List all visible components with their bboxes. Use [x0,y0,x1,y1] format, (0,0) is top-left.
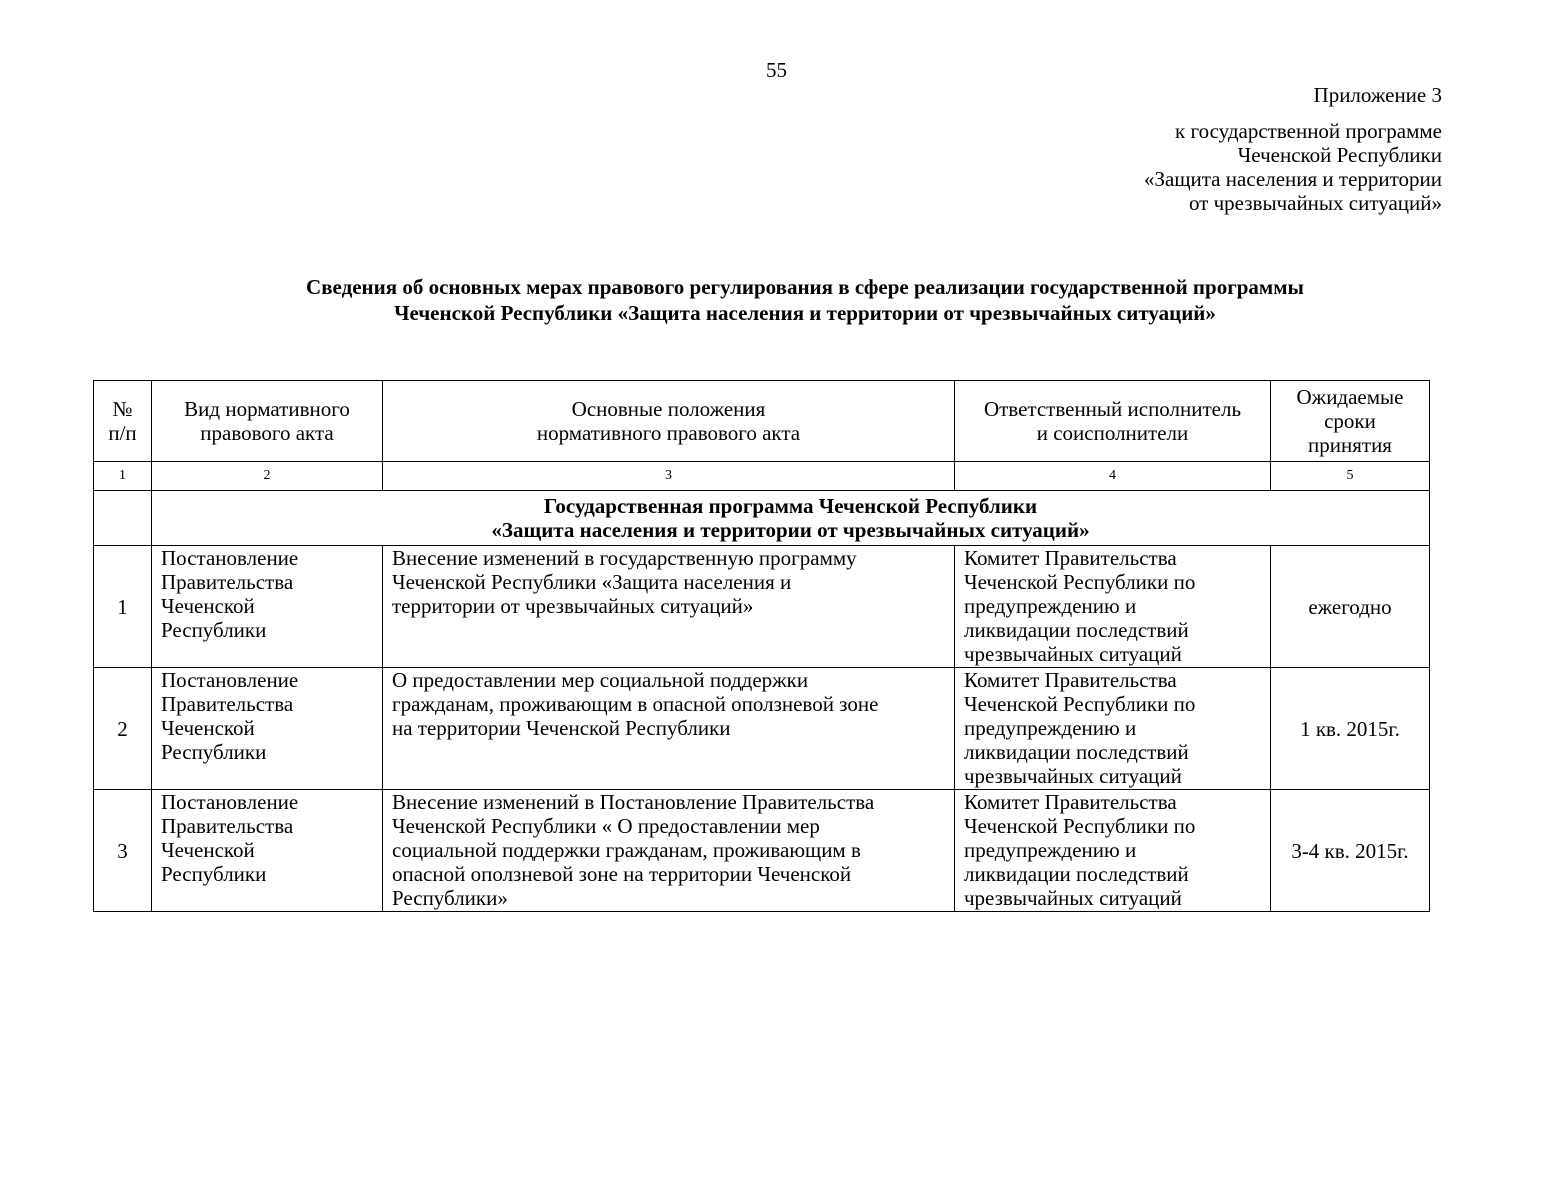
table-row [94,790,1430,912]
row-number: 3 [94,790,152,912]
appendix-ref-line: Чеченской Республики [1237,143,1442,167]
act-type: Постановление Правительства Чеченской Республики [152,546,383,668]
responsible-executor: Комитет Правительства Чеченской Республики по предупреждению и ликвидации последствий чрезвычайных ситуаций [955,668,1271,790]
column-number: 1 [94,462,152,491]
appendix-label: Приложение 3 [1313,83,1442,107]
act-description: Внесение изменений в государственную программу Чеченской Республики «Защита населения и территории от чрезвычайных ситуаций» [383,546,955,668]
section-empty-cell [94,491,152,546]
page-number: 55 [766,58,787,82]
column-number-row [94,462,1430,491]
expected-term: 1 кв. 2015г. [1271,668,1430,790]
appendix-ref-line: «Защита населения и территории [1144,167,1442,191]
table-row [94,668,1430,790]
section-title: Государственная программа Чеченской Республики «Защита населения и территории от чрезвычайных ситуаций» [152,491,1430,546]
expected-term: 3-4 кв. 2015г. [1271,790,1430,912]
column-number: 3 [383,462,955,491]
document-title-line: Чеченской Республики «Защита населения и территории от чрезвычайных ситуаций» [394,301,1216,325]
column-number: 2 [152,462,383,491]
header-main-provisions: Основные положения нормативного правового акта [383,381,955,462]
expected-term: ежегодно [1271,546,1430,668]
appendix-ref-line: от чрезвычайных ситуаций» [1188,191,1442,215]
appendix-reference [1144,119,1442,215]
document-title-line: Сведения об основных мерах правового регулирования в сфере реализации государственной программы [306,275,1304,299]
responsible-executor: Комитет Правительства Чеченской Республики по предупреждению и ликвидации последствий чрезвычайных ситуаций [955,790,1271,912]
document-title [0,274,1553,326]
header-expected-term: Ожидаемые сроки принятия [1271,381,1430,462]
table-row [94,546,1430,668]
act-type: Постановление Правительства Чеченской Республики [152,668,383,790]
table-header-row [94,381,1430,462]
appendix-ref-line: к государственной программе [1175,119,1442,143]
regulation-measures-table [93,380,1430,912]
header-act-type: Вид нормативного правового акта [152,381,383,462]
act-type: Постановление Правительства Чеченской Республики [152,790,383,912]
header-number: № п/п [94,381,152,462]
column-number: 4 [955,462,1271,491]
row-number: 2 [94,668,152,790]
act-description: Внесение изменений в Постановление Правительства Чеченской Республики « О предоставлении мер социальной поддержки гражданам, проживающим в опасной оползневой зоне на территории Чеченской Республики» [383,790,955,912]
act-description: О предоставлении мер социальной поддержки гражданам, проживающим в опасной оползневой зоне на территории Чеченской Республики [383,668,955,790]
row-number: 1 [94,546,152,668]
section-row [94,491,1430,546]
responsible-executor: Комитет Правительства Чеченской Республики по предупреждению и ликвидации последствий чрезвычайных ситуаций [955,546,1271,668]
column-number: 5 [1271,462,1430,491]
header-responsible: Ответственный исполнитель и соисполнители [955,381,1271,462]
